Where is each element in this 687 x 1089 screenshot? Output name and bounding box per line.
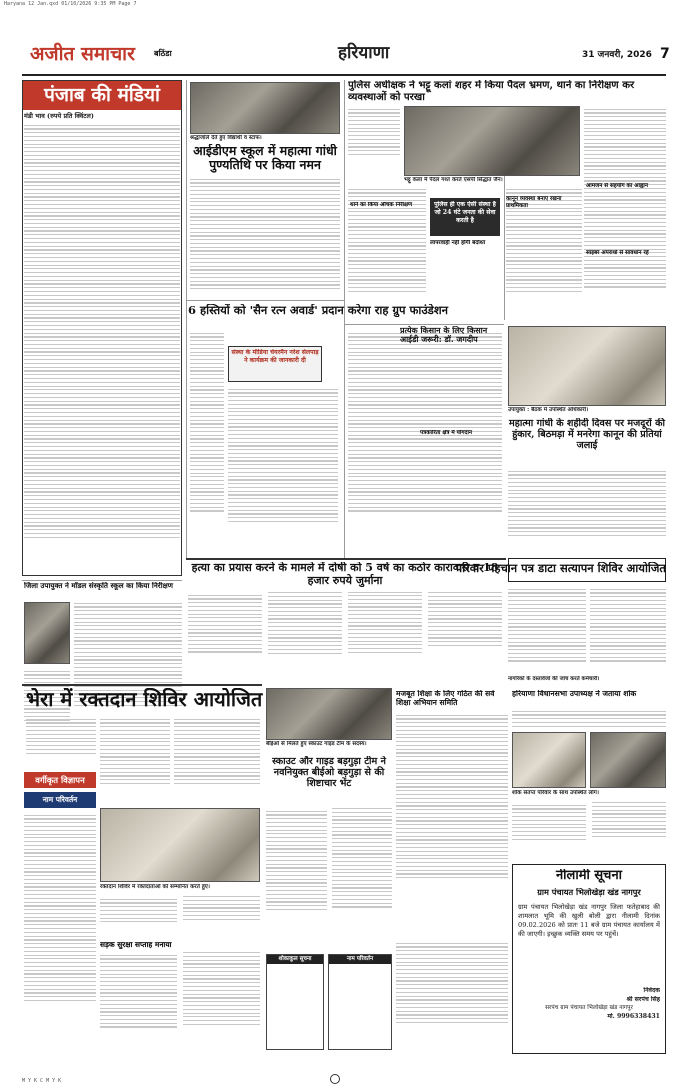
vidhayak-photo <box>512 732 586 788</box>
police-subhead-safety: आमजन से सहयोग का आह्वान <box>586 183 648 189</box>
hatya-headline: हत्या का प्रयास करने के मामले में दोषी को 5 वर्ष का कठोर कारावास व 18 हजार रुपये जुर्माना <box>191 562 499 587</box>
suchna-box-1 <box>266 954 324 1050</box>
column-rule <box>344 80 345 560</box>
section-rule <box>22 684 262 686</box>
bhera-photo <box>100 808 260 882</box>
classifieds-banner <box>24 772 96 788</box>
vidhayak-body-1 <box>512 708 666 730</box>
majboot-headline: मजबूत शिक्षा के लिए गठित की सर्व शिक्षा अभियान समिति <box>396 690 495 707</box>
mandi-rates-note: मंडी भाव (रुपये प्रति क्विंटल) <box>24 112 94 120</box>
adarsh-headline: आईडीएम स्कूल में महात्मा गांधी पुण्यतिथि पर किया नमन <box>193 144 337 173</box>
majdoor-body <box>508 468 666 556</box>
kisan-caption: उपायुक्त : बैठक में उपस्थित अधिकारी। <box>508 407 589 413</box>
nilami-notice <box>512 864 666 1054</box>
police-caption: भट्टू कलां में पैदल गश्त करते एसपी सिद्धांत जैन। <box>404 177 503 183</box>
vidhayak-headline: हरियाणा विधानसभा उपाध्यक्ष ने जताया शोक <box>512 690 637 698</box>
mandi-banner-text: पंजाब की मंडियां <box>44 84 160 106</box>
parivar-body-2 <box>590 586 666 686</box>
police-body-1 <box>348 106 400 166</box>
scout-photo <box>266 688 392 740</box>
sainratan-inset <box>228 346 322 382</box>
police-inset <box>430 198 500 236</box>
parivar-headline: परिवार पहचान पत्र डाटा सत्यापन शिविर आयोजित <box>455 562 666 575</box>
file-meta: Haryana 12 Jan.qxd 01/10/2026 9:35 PM Page 7 <box>4 1 137 7</box>
column-rule <box>186 80 187 560</box>
majdoor-headline: महात्मा गांधी के शहीदी दिवस पर मजदूरों की हुंकार, बिठमड़ा में मनरेगा कानून की प्रतियां जलाई <box>509 418 665 452</box>
police-body-2 <box>584 106 666 336</box>
hatya-body <box>188 592 502 676</box>
left-column-border <box>22 80 182 576</box>
section-rule <box>186 558 506 560</box>
kisan-headline: प्रत्येक किसान के लिए किसान आईडी जरूरी: डॉ. जगदीप <box>400 326 488 345</box>
sainratan-body-3 <box>348 330 502 556</box>
name-change-box <box>24 792 96 808</box>
section-rule <box>22 580 182 581</box>
police-subhead-women: कानून व्यवस्था बनाए रखना प्राथमिकता <box>506 196 562 209</box>
sainratan-inset-text: संस्था के मीडिया चेयरमैन नरेश सेलपाड़ ने कार्यक्रम की जानकारी दी <box>231 349 319 364</box>
section-rule <box>186 300 344 301</box>
page-number: 7 <box>660 46 670 62</box>
classifieds-list <box>24 812 96 1052</box>
vidhayak-caption: शोक संतप्त परिवार के साथ उपस्थित लोग। <box>512 790 600 796</box>
adarsh-caption: श्रद्धांजलि देते हुए विद्यार्थी व स्टाफ। <box>190 135 262 141</box>
brand-logo: अजीत समाचार <box>30 43 135 65</box>
police-headline: पुलिस अधीक्षक ने भट्टू कलां शहर में किया पैदल भ्रमण, थाने का निरीक्षण कर व्यवस्थाओं को परखा <box>348 80 635 103</box>
bhera-headline: भेरा में रक्तदान शिविर आयोजित <box>26 688 263 711</box>
vidhayak-body-2 <box>512 802 666 858</box>
scout-headline: स्काउट और गाइड बड़गुड़ा टीम ने नवनियुक्त बीईओ बड़गुड़ा से की शिष्टाचार भेंट <box>272 756 386 790</box>
police-photo <box>404 106 580 176</box>
sainratan-body-1 <box>190 330 224 556</box>
adarsh-body <box>190 176 340 300</box>
jila-headline: जिला उपायुक्त ने मॉडल संस्कृति स्कूल का किया निरीक्षण <box>24 582 173 590</box>
nilami-title: नीलामी सूचना <box>555 869 623 883</box>
nilami-body: ग्राम पंचायत भिलोखेड़ा खंड नागपुर जिला फतेहाबाद की शामलात भूमि की खुली बोली द्वारा नीलामी दिनांक 09.02.2026 को प्रातः 11 बजे ग्राम पंचायत कार्यालय में की जाएगी। इच्छुक व्यक्ति समय पर पहुंचें। <box>518 903 660 939</box>
parivar-caption: नागरिकों के दस्तावेजों की जांच करते कर्मचारी। <box>508 676 600 682</box>
majdoor-photo <box>508 326 666 406</box>
nilami-signer: श्री सरपंच सिंह <box>626 995 660 1003</box>
edition-name: बठिंडा <box>154 49 172 58</box>
police-subhead-cyber: साइबर अपराधों से सावधान रहें <box>586 250 649 256</box>
nilami-signer-role: सरपंच ग्राम पंचायत भिलोखेड़ा खंड नागपुर <box>545 1005 633 1012</box>
majboot-body <box>396 712 508 932</box>
sainratan-subhead: पत्रकारिता क्षेत्र में योगदान <box>420 430 473 436</box>
parivar-body-1 <box>508 586 586 686</box>
bhera-body-2 <box>100 716 170 806</box>
police-inset-text: पुलिस ही एक ऐसी संस्था है जो 24 घंटे जनता की सेवा करती है <box>434 201 496 224</box>
page-header <box>22 36 670 74</box>
suchna-box-2 <box>328 954 392 1050</box>
bhera-body-1 <box>26 716 96 768</box>
bhera-subhead: सड़क सुरक्षा सप्ताह मनाया <box>100 940 172 949</box>
bottom-notice-body <box>396 940 508 1050</box>
nilami-org: ग्राम पंचायत भिलोखेड़ा खंड नागपुर <box>537 887 641 897</box>
nilami-mobile: मो. 9996338431 <box>607 1012 660 1020</box>
classifieds-banner-text: वर्गीकृत विज्ञापन <box>35 775 85 785</box>
police-subhead-check: थाने का किया औचक निरीक्षण <box>350 202 413 208</box>
suchna-label-1: शोकाकुल सूचना <box>267 955 323 964</box>
section-title: हरियाणा <box>338 43 390 63</box>
adarsh-photo <box>190 82 340 134</box>
scout-body <box>266 808 392 948</box>
header-date: 31 जनवरी, 2026 <box>582 50 652 60</box>
jila-photo <box>24 602 70 664</box>
sainratan-headline: 6 हस्तियों को 'सैन रत्न अवार्ड' प्रदान करेगा राह ग्रुप फाउंडेशन <box>188 304 449 317</box>
nilami-signer-label: निवेदक <box>643 987 660 995</box>
scout-caption: बीईओ से मिलते हुए स्काउट गाइड टीम के सदस्य। <box>266 741 367 747</box>
vidhayak-photo-2 <box>590 732 666 788</box>
police-subhead-lift: लापरवाही नहीं होगी बर्दाश्त <box>430 240 486 246</box>
footer-meta: M Y K C M Y K <box>22 1078 62 1084</box>
sainratan-body-2 <box>228 386 338 556</box>
header-rule <box>22 74 666 76</box>
bhera-caption: रक्तदान शिविर में रक्तदाताओं को सम्मानित करते हुए। <box>100 884 211 890</box>
bhera-body-5 <box>100 952 260 1052</box>
section-rule <box>344 324 504 325</box>
suchna-label-2: नाम परिवर्तन <box>329 955 391 964</box>
bhera-body-3 <box>174 716 260 806</box>
registration-mark <box>330 1074 340 1084</box>
bhera-body-4 <box>100 896 260 938</box>
name-change-label: नाम परिवर्तन <box>42 795 78 804</box>
column-rule <box>504 160 505 320</box>
